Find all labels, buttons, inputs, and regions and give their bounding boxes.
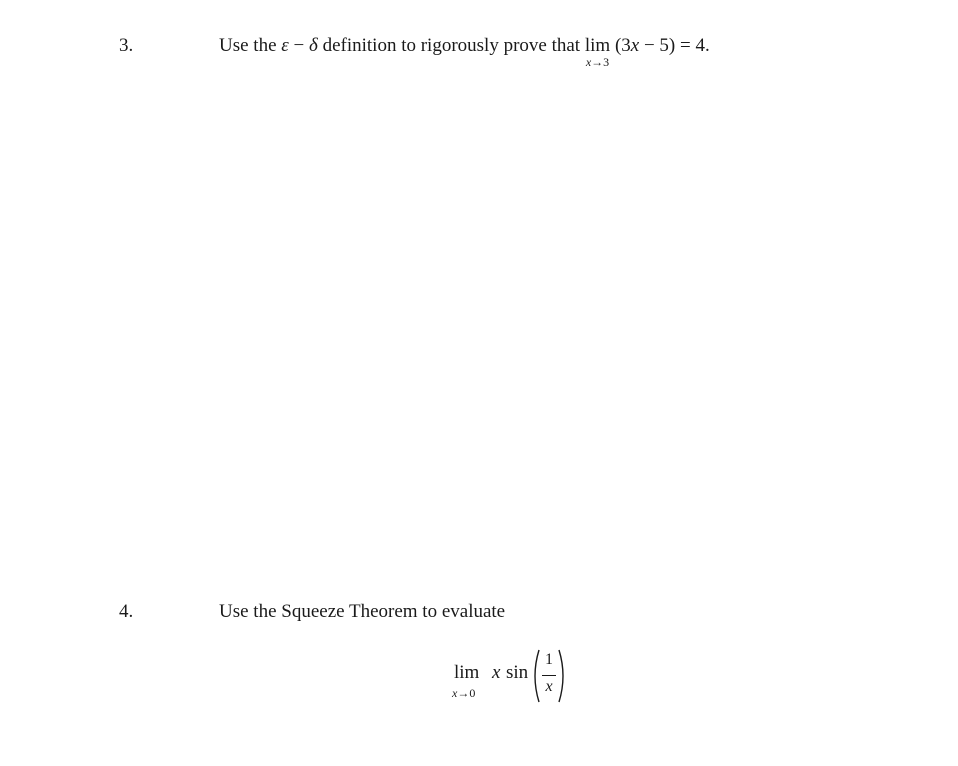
limit-subscript <box>586 56 609 68</box>
fraction-numerator: 1 <box>545 651 553 668</box>
epsilon-symbol: ε <box>281 35 289 56</box>
fraction-denominator: x <box>545 678 553 695</box>
limit-operator <box>584 35 611 69</box>
problem-4-display-equation <box>452 648 582 704</box>
expr-close: − 5) = 4. <box>639 35 710 56</box>
lim-word: lim <box>584 35 611 56</box>
delta-symbol: δ <box>308 35 318 56</box>
display-sub-var: x <box>452 686 458 700</box>
lim-sub-var: x <box>585 55 592 69</box>
problem-4-number: 4. <box>119 601 134 622</box>
problem-3-number: 3. <box>119 35 134 56</box>
expr-open: (3 <box>610 35 631 56</box>
right-paren <box>558 648 568 704</box>
problem-3-text-before: Use the <box>219 35 282 56</box>
display-factor: x <box>492 662 501 683</box>
problem-3-statement <box>219 35 710 69</box>
display-sub-val: 0 <box>469 686 476 700</box>
problem-3-text-mid: definition to rigorously prove that <box>317 35 585 56</box>
minus-sign: − <box>288 35 309 56</box>
problem-4-statement: Use the Squeeze Theorem to evaluate <box>219 601 506 622</box>
left-paren <box>530 648 540 704</box>
display-sub-arrow: → <box>457 686 470 700</box>
display-func: sin <box>506 662 529 683</box>
expr-var: x <box>630 35 640 56</box>
fraction-bar <box>542 675 556 676</box>
lim-sub-val: 3 <box>603 55 610 69</box>
display-lim-word: lim <box>454 662 480 683</box>
lim-sub-arrow: → <box>591 55 604 69</box>
display-lim-subscript <box>452 686 475 701</box>
